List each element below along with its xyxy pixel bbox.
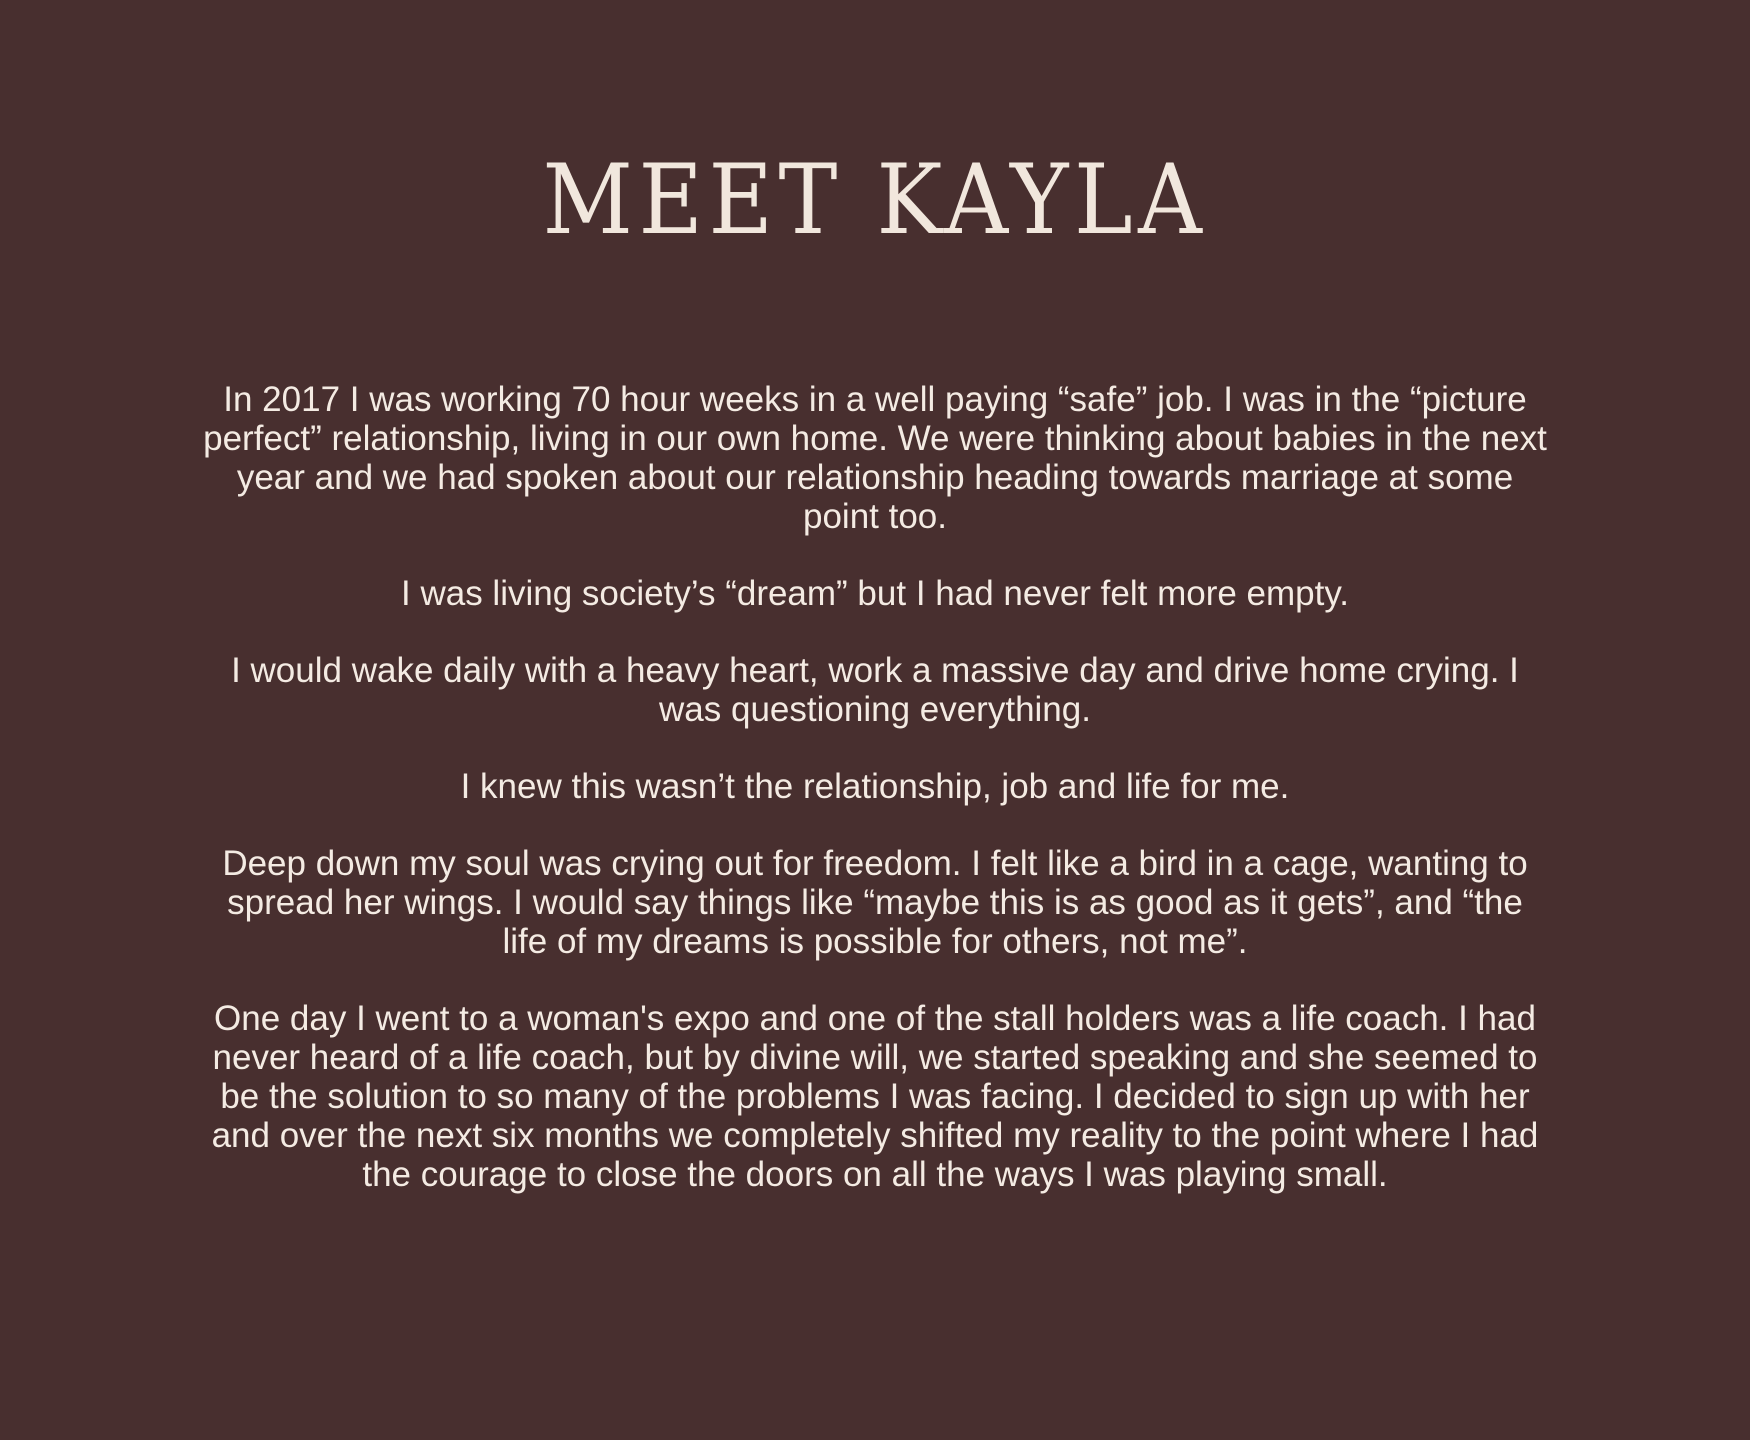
paragraph-dream: I was living society’s “dream” but I had never felt more empty. — [401, 574, 1349, 613]
paragraph-coach: One day I went to a woman's expo and one of the stall holders was a life coach. I had never heard of a life coach, but by divine will, we started speaking and she seemed to be the solution to so many of the problems I was facing. I decided to sign up with her and over the next six months we completely shifted my reality to the point where I had the courage to close the doors on all the ways I was playing small. — [211, 999, 1539, 1194]
paragraph-daily: I would wake daily with a heavy heart, work a massive day and drive home crying. I was questioning everything. — [231, 651, 1519, 729]
paragraph-knew: I knew this wasn’t the relationship, job and life for me. — [460, 767, 1290, 806]
page-title: MEET KAYLA — [542, 144, 1208, 256]
story-body — [200, 380, 1550, 1232]
paragraph-intro: In 2017 I was working 70 hour weeks in a well paying “safe” job. I was in the “picture perfect” relationship, living in our own home. We were thinking about babies in the next year and we had spoken about our relationship heading towards marriage at some point too. — [203, 380, 1547, 536]
paragraph-freedom: Deep down my soul was crying out for freedom. I felt like a bird in a cage, wanting to spread her wings. I would say things like “maybe this is as good as it gets”, and “the life of my dreams is possible for others, not me”. — [222, 844, 1528, 961]
